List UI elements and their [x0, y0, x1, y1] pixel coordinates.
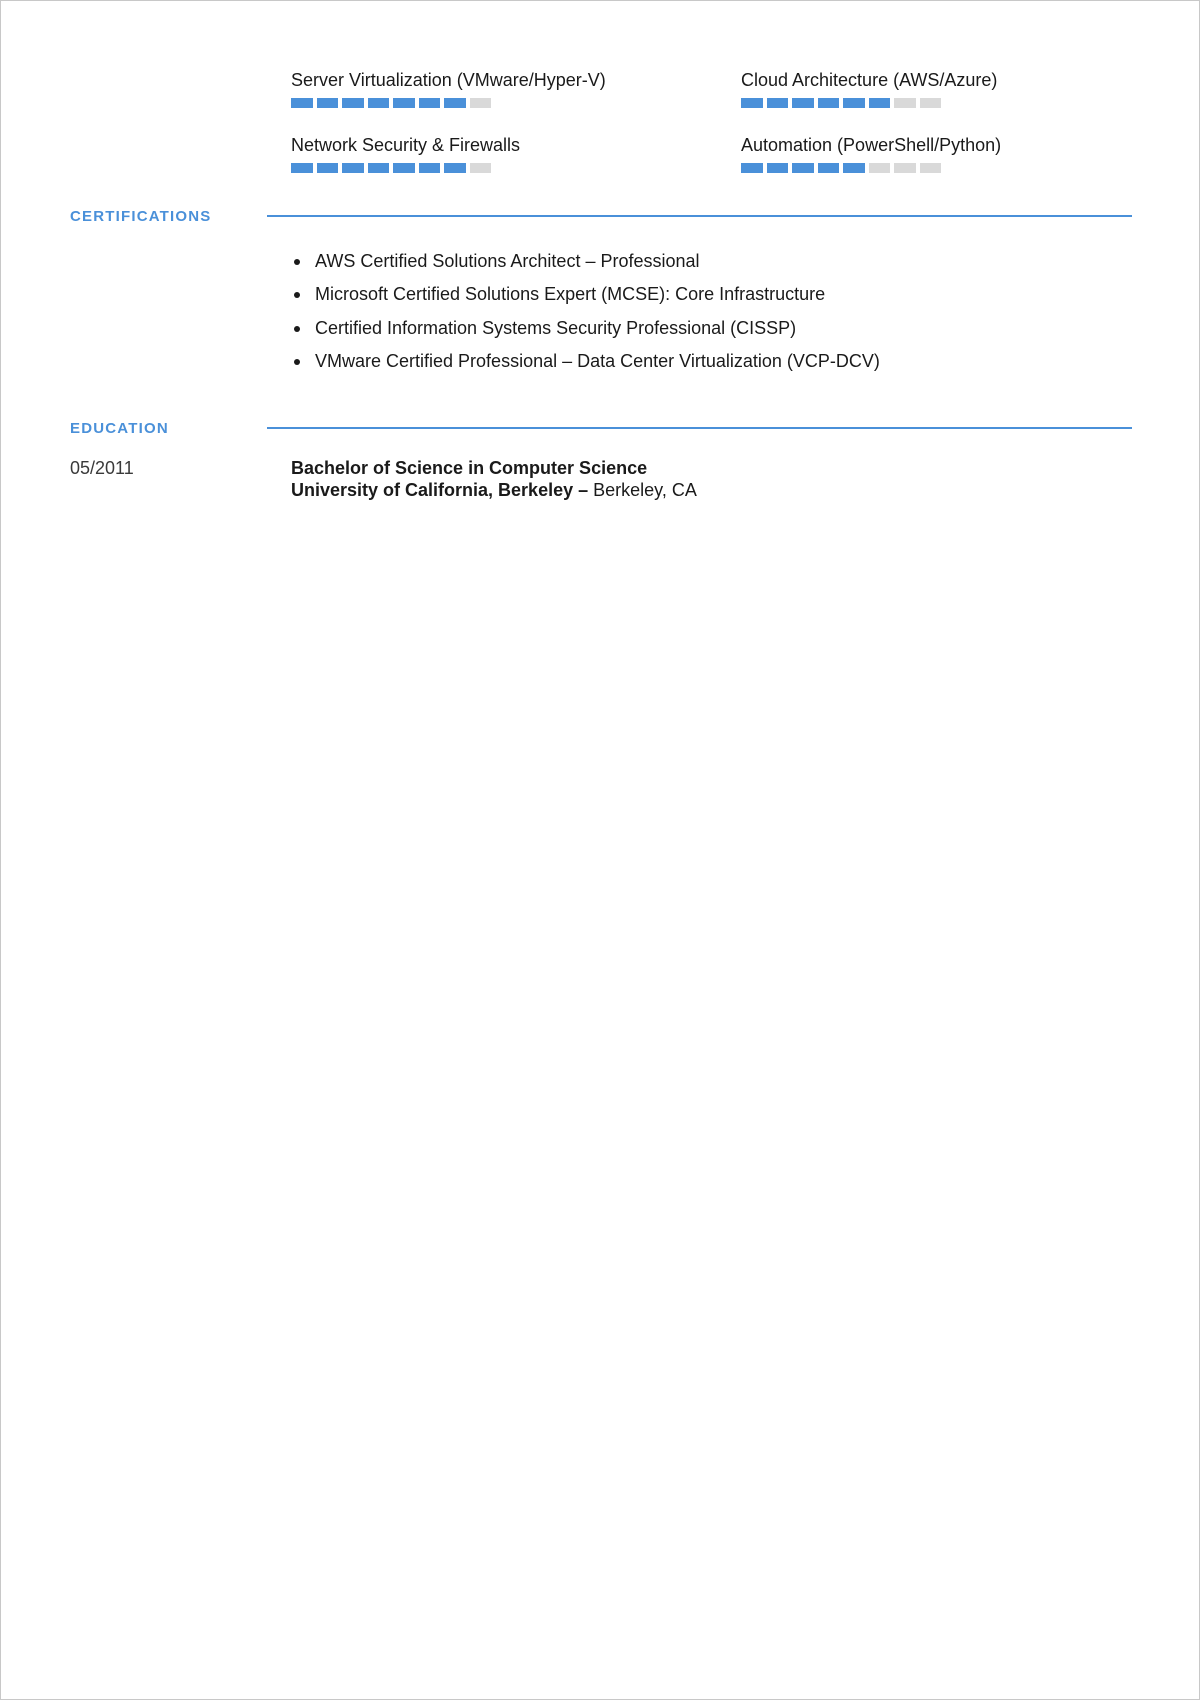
skill-name: Cloud Architecture (AWS/Azure): [741, 70, 998, 90]
rating-segment-filled: [792, 98, 814, 108]
certifications-title: CERTIFICATIONS: [70, 208, 212, 225]
rating-segment-filled: [317, 163, 339, 173]
rating-segment-filled: [792, 163, 814, 173]
rating-segment-empty: [894, 98, 916, 108]
certifications-header: [70, 207, 1132, 227]
rating-segment-empty: [470, 163, 492, 173]
education-date: 05/2011: [70, 458, 134, 478]
education-entry: [291, 457, 697, 501]
skill-name: Network Security & Firewalls: [291, 135, 521, 155]
skills-grid: [291, 69, 1131, 173]
rating-segment-filled: [843, 98, 865, 108]
certification-text: VMware Certified Professional – Data Center Virtualization (VCP-DCV): [315, 350, 880, 371]
rating-segment-filled: [444, 98, 466, 108]
skill-rating-bar: [291, 163, 741, 173]
skill-item: [741, 134, 1131, 173]
rating-segment-filled: [741, 163, 763, 173]
certifications-list: [291, 245, 880, 378]
education-location: Berkeley, CA: [593, 480, 697, 500]
rating-segment-filled: [368, 98, 390, 108]
section-divider: [267, 215, 1132, 217]
certification-item: [291, 312, 880, 345]
certification-text: AWS Certified Solutions Architect – Professional: [315, 251, 700, 271]
rating-segment-empty: [470, 98, 492, 108]
certification-text: Certified Information Systems Security Professional (CISSP): [315, 317, 797, 338]
rating-segment-filled: [393, 98, 415, 108]
rating-segment-filled: [444, 163, 466, 173]
rating-segment-filled: [741, 98, 763, 108]
education-school: University of California, Berkeley: [291, 480, 574, 500]
education-degree: Bachelor of Science in Computer Science: [291, 458, 648, 478]
certification-item: [291, 245, 880, 278]
bullet-icon: [294, 259, 300, 265]
rating-segment-filled: [767, 98, 789, 108]
skill-item: [291, 134, 741, 173]
rating-segment-empty: [920, 98, 942, 108]
rating-segment-filled: [767, 163, 789, 173]
rating-segment-filled: [393, 163, 415, 173]
rating-segment-filled: [843, 163, 865, 173]
rating-segment-filled: [291, 98, 313, 108]
skill-rating-bar: [741, 163, 1131, 173]
skill-name: Server Virtualization (VMware/Hyper-V): [291, 70, 606, 90]
skill-item: [291, 69, 741, 108]
rating-segment-filled: [818, 163, 840, 173]
section-divider: [267, 427, 1132, 429]
bullet-icon: [294, 359, 300, 365]
rating-segment-filled: [368, 163, 390, 173]
rating-segment-empty: [869, 163, 891, 173]
certification-item: [291, 345, 880, 378]
rating-segment-filled: [818, 98, 840, 108]
education-header: [70, 419, 1132, 439]
education-separator: –: [573, 480, 594, 500]
rating-segment-filled: [419, 98, 441, 108]
certification-text: Microsoft Certified Solutions Expert (MCSE): Core Infrastructure: [315, 284, 826, 305]
skill-item: [741, 69, 1131, 108]
rating-segment-filled: [419, 163, 441, 173]
rating-segment-empty: [920, 163, 942, 173]
skill-name: Automation (PowerShell/Python): [741, 135, 1002, 155]
education-title: EDUCATION: [70, 420, 169, 437]
rating-segment-filled: [869, 98, 891, 108]
rating-segment-filled: [342, 98, 364, 108]
education-school-line: [291, 479, 697, 501]
bullet-icon: [294, 292, 300, 298]
skill-rating-bar: [291, 98, 741, 108]
skill-rating-bar: [741, 98, 1131, 108]
rating-segment-filled: [342, 163, 364, 173]
rating-segment-filled: [291, 163, 313, 173]
certification-item: [291, 278, 880, 311]
rating-segment-empty: [894, 163, 916, 173]
rating-segment-filled: [317, 98, 339, 108]
bullet-icon: [294, 326, 300, 332]
